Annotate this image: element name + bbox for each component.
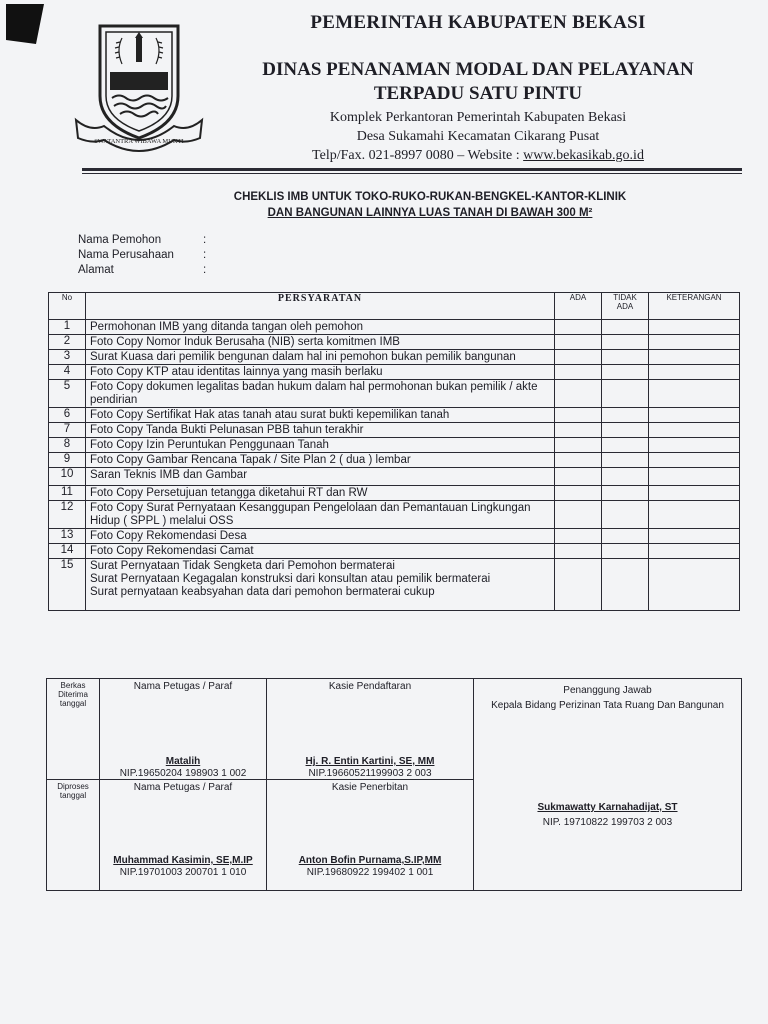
header-no: No [49,293,86,320]
table-cell-no: 4 [49,365,86,380]
table-cell-tidak-ada [602,380,649,408]
table-cell-tidak-ada [602,423,649,438]
table-cell-no: 6 [49,408,86,423]
table-row [49,529,740,544]
table-cell-keterangan [649,468,740,486]
table-cell-ada [555,438,602,453]
table-cell-tidak-ada [602,350,649,365]
table-cell-requirement: Foto Copy Izin Peruntukan Penggunaan Tanah [86,438,555,453]
table-row [49,559,740,611]
table-cell-keterangan [649,501,740,529]
officer-2-name: Muhammad Kasimin, SE,M.IP [113,855,253,866]
table-cell-keterangan [649,559,740,611]
table-cell-no: 9 [49,453,86,468]
table-cell-ada [555,423,602,438]
table-cell-ada [555,320,602,335]
table-cell-requirement: Surat Pernyataan Tidak Sengketa dari Pemohon bermaterai Surat Pernyataan Kegagalan konstruksi dari konsultan atau pemilik bermaterai Surat pernyataan keabsyahan data dari pemohon bermaterai cukup [86,559,555,611]
table-cell-no: 10 [49,468,86,486]
kabupaten-bekasi-logo-icon [70,16,208,156]
kasie-2-nip: NIP.19680922 199402 1 001 [306,867,434,878]
officer-1-cell: Nama Petugas / Paraf Matalih NIP.19650204 198903 1 002 [100,679,267,780]
officer-2-cell: Nama Petugas / Paraf Muhammad Kasimin, SE,M.IP NIP.19701003 200701 1 010 [100,780,267,891]
table-cell-ada [555,453,602,468]
table-cell-requirement: Foto Copy Persetujuan tetangga diketahui RT dan RW [86,486,555,501]
table-row [49,423,740,438]
table-cell-requirement: Permohonan IMB yang ditanda tangan oleh pemohon [86,320,555,335]
table-cell-keterangan [649,408,740,423]
table-cell-ada [555,335,602,350]
kasie-2-cell: Kasie Penerbitan Anton Bofin Purnama,S.IP,MM NIP.19680922 199402 1 001 [267,780,474,891]
table-row [49,486,740,501]
table-cell-no: 14 [49,544,86,559]
table-cell-ada [555,544,602,559]
table-cell-tidak-ada [602,438,649,453]
document-title: CHEKLIS IMB UNTUK TOKO-RUKO-RUKAN-BENGKEL-KANTOR-KLINIK DAN BANGUNAN LAINNYA LUAS TANAH DI BAWAH 300 M² [233,191,627,219]
table-cell-no: 15 [49,559,86,611]
signature-table [46,678,742,891]
table-cell-keterangan [649,335,740,350]
table-cell-keterangan [649,438,740,453]
table-cell-requirement: Foto Copy Rekomendasi Desa [86,529,555,544]
table-cell-keterangan [649,453,740,468]
table-cell-ada [555,468,602,486]
table-cell-requirement: Foto Copy dokumen legalitas badan hukum dalam hal permohonan bukan pemilik / akte pendirian [86,380,555,408]
applicant-info [78,233,206,278]
table-row [49,365,740,380]
scan-corner-mark [6,4,44,44]
table-cell-no: 1 [49,320,86,335]
table-cell-ada [555,486,602,501]
officer-1-name: Matalih [165,756,201,767]
table-cell-keterangan [649,486,740,501]
table-cell-tidak-ada [602,320,649,335]
table-cell-requirement: Foto Copy Gambar Rencana Tapak / Site Plan 2 ( dua ) lembar [86,453,555,468]
table-cell-keterangan [649,320,740,335]
kasie-1-nip: NIP.19660521199903 2 003 [308,768,432,779]
logo-motto: SWATANTRA WIBAWA MUKTI [94,138,184,145]
table-cell-ada [555,365,602,380]
website-link[interactable]: www.bekasikab.go.id [523,148,644,163]
letterhead-rule [82,168,742,171]
table-row [49,501,740,529]
table-cell-keterangan [649,529,740,544]
table-cell-requirement: Foto Copy Nomor Induk Berusaha (NIB) serta komitmen IMB [86,335,555,350]
table-cell-keterangan [649,365,740,380]
header-persyaratan: PERSYARATAN [86,293,555,320]
table-row [49,335,740,350]
officer-1-nip: NIP.19650204 198903 1 002 [119,768,247,779]
department-name: DINAS PENANAMAN MODAL DAN PELAYANAN TERPADU SATU PINTU [262,59,694,104]
table-cell-ada [555,380,602,408]
table-cell-ada [555,501,602,529]
kasie-1-cell: Kasie Pendaftaran Hj. R. Entin Kartini, SE, MM NIP.19660521199903 2 003 [267,679,474,780]
table-cell-requirement: Foto Copy KTP atau identitas lainnya yang masih berlaku [86,365,555,380]
letterhead [218,12,738,165]
applicant-field: Nama Pemohon : [78,234,207,246]
responsible-nip: NIP. 19710822 199703 2 003 [542,817,673,828]
table-cell-requirement: Foto Copy Rekomendasi Camat [86,544,555,559]
table-cell-tidak-ada [602,544,649,559]
table-cell-requirement: Saran Teknis IMB dan Gambar [86,468,555,486]
kasie-2-name: Anton Bofin Purnama,S.IP,MM [298,855,442,866]
table-row [49,468,740,486]
header-keterangan: KETERANGAN [649,293,740,320]
table-cell-keterangan [649,423,740,438]
table-cell-tidak-ada [602,559,649,611]
table-cell-tidak-ada [602,335,649,350]
table-cell-no: 7 [49,423,86,438]
table-cell-requirement: Foto Copy Sertifikat Hak atas tanah atau surat bukti kepemilikan tanah [86,408,555,423]
contact-line: Telp/Fax. 021-8997 0080 – Website : www.bekasikab.go.id [312,148,644,163]
table-row [49,320,740,335]
table-row [49,350,740,365]
table-cell-no: 5 [49,380,86,408]
table-cell-keterangan [649,350,740,365]
table-cell-keterangan [649,380,740,408]
table-cell-ada [555,408,602,423]
table-cell-requirement: Foto Copy Tanda Bukti Pelunasan PBB tahun terakhir [86,423,555,438]
table-cell-no: 12 [49,501,86,529]
table-cell-ada [555,529,602,544]
requirements-table [48,292,740,611]
table-row [49,408,740,423]
table-cell-tidak-ada [602,453,649,468]
table-cell-tidak-ada [602,529,649,544]
office-address: Komplek Perkantoran Pemerintah Kabupaten Bekasi Desa Sukamahi Kecamatan Cikarang Pusat Telp/Fax. 021-8997 0080 – Website : www.bekasikab.go.id [218,108,738,165]
table-cell-requirement: Surat Kuasa dari pemilik bengunan dalam hal ini pemohon bukan pemilik bangunan [86,350,555,365]
table-cell-no: 2 [49,335,86,350]
table-row [49,453,740,468]
table-row [49,544,740,559]
table-cell-tidak-ada [602,501,649,529]
table-cell-no: 13 [49,529,86,544]
table-cell-no: 8 [49,438,86,453]
table-cell-tidak-ada [602,365,649,380]
table-cell-keterangan [649,544,740,559]
processed-date-label: Diproses tanggal [47,780,100,891]
table-cell-ada [555,350,602,365]
applicant-field: Alamat : [78,264,207,276]
table-cell-tidak-ada [602,408,649,423]
table-header [49,293,740,320]
government-name: PEMERINTAH KABUPATEN BEKASI [310,12,646,33]
received-date-label: Berkas Diterima tanggal [47,679,100,780]
applicant-field: Nama Perusahaan : [78,249,207,261]
table-cell-ada [555,559,602,611]
kasie-1-name: Hj. R. Entin Kartini, SE, MM [305,756,435,767]
header-ada: ADA [555,293,602,320]
officer-2-nip: NIP.19701003 200701 1 010 [119,867,247,878]
table-row [49,438,740,453]
table-cell-no: 11 [49,486,86,501]
letterhead-rule-thin [82,173,742,174]
header-tidak-ada: TIDAK ADA [602,293,649,320]
table-row [49,380,740,408]
table-cell-tidak-ada [602,486,649,501]
table-cell-tidak-ada [602,468,649,486]
responsible-name: Sukmawatty Karnahadijat, ST [537,802,678,813]
table-cell-requirement: Foto Copy Surat Pernyataan Kesanggupan Pengelolaan dan Pemantauan Lingkungan Hidup ( SPPL ) melalui OSS [86,501,555,529]
table-cell-no: 3 [49,350,86,365]
responsible-cell: Penanggung Jawab Kepala Bidang Perizinan Tata Ruang Dan Bangunan Sukmawatty Karnahadijat, ST NIP. 19710822 199703 2 003 [474,679,742,891]
